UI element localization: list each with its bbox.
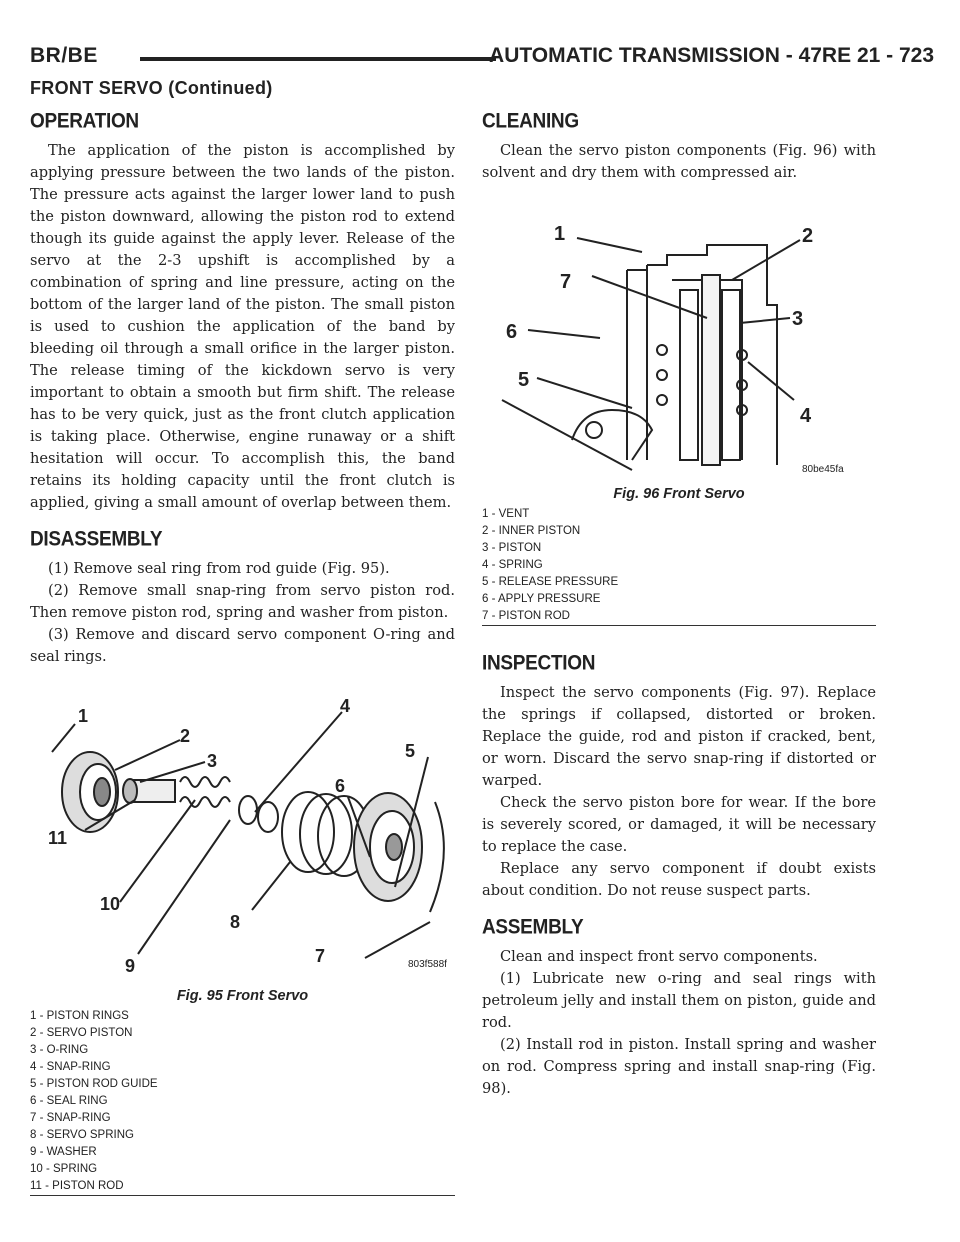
continued-heading: FRONT SERVO (Continued) xyxy=(30,78,273,98)
assembly-paragraph: (1) Lubricate new o-ring and seal rings with petroleum jelly and install them on piston, guide and rod. xyxy=(482,970,876,1031)
operation-section xyxy=(30,110,455,514)
inspection-section xyxy=(482,652,876,902)
fig96-callout-5: 5 xyxy=(518,369,530,391)
disassembly-heading: DISASSEMBLY xyxy=(30,528,163,552)
fig95-callout-3: 3 xyxy=(207,751,218,771)
legend-item: 9 - WASHER xyxy=(30,1146,97,1158)
assembly-paragraph: Clean and inspect front servo components. xyxy=(500,948,818,965)
legend-item: 6 - APPLY PRESSURE xyxy=(482,593,601,605)
fig95-callout-11: 11 xyxy=(48,828,68,848)
fig95-code: 803f588f xyxy=(408,959,447,970)
fig96-callout-2: 2 xyxy=(802,225,814,247)
left-column xyxy=(30,110,455,1208)
legend-item: 6 - SEAL RING xyxy=(30,1095,108,1107)
legend-item: 7 - SNAP-RING xyxy=(30,1112,111,1124)
page-header xyxy=(30,44,934,74)
fig95-caption: Fig. 95 Front Servo xyxy=(176,988,309,1004)
fig95-legend xyxy=(30,1008,455,1196)
cleaning-section xyxy=(482,110,876,184)
fig96-callout-1: 1 xyxy=(554,223,566,245)
legend-item: 3 - PISTON xyxy=(482,542,542,554)
fig96-callout-7: 7 xyxy=(560,271,572,293)
fig95-diagram xyxy=(30,682,455,982)
fig95-callout-10: 10 xyxy=(100,894,121,914)
disassembly-step: (3) Remove and discard servo component O-ring and seal rings. xyxy=(30,626,455,665)
cleaning-heading: CLEANING xyxy=(482,110,579,134)
fig95-callout-7: 7 xyxy=(315,946,326,966)
figure-95 xyxy=(30,682,455,1196)
right-column xyxy=(482,110,876,1114)
assembly-heading: ASSEMBLY xyxy=(482,916,584,940)
fig95-callout-1: 1 xyxy=(78,706,89,726)
fig96-callout-4: 4 xyxy=(800,405,812,427)
fig96-callout-6: 6 xyxy=(506,321,518,343)
legend-item: 2 - INNER PISTON xyxy=(482,525,581,537)
legend-item: 5 - PISTON ROD GUIDE xyxy=(30,1078,158,1090)
fig95-callout-8: 8 xyxy=(230,912,241,932)
legend-item: 2 - SERVO PISTON xyxy=(30,1027,133,1039)
disassembly-step: (2) Remove small snap-ring from servo piston rod. Then remove piston rod, spring and washer from piston. xyxy=(30,582,455,621)
inspection-paragraph: Check the servo piston bore for wear. If the bore is severely scored, or damaged, it will be necessary to replace the case. xyxy=(482,794,876,855)
fig95-callout-9: 9 xyxy=(125,956,136,976)
fig96-code: 80be45fa xyxy=(802,464,844,475)
fig95-callout-5: 5 xyxy=(405,741,416,761)
disassembly-step: (1) Remove seal ring from rod guide (Fig. 95). xyxy=(48,560,390,577)
legend-item: 11 - PISTON ROD xyxy=(30,1180,124,1192)
cleaning-text: Clean the servo piston components (Fig. 96) with solvent and dry them with compressed air. xyxy=(482,142,876,181)
figure-96 xyxy=(482,190,876,626)
assembly-section xyxy=(482,916,876,1100)
header-model: BR/BE xyxy=(30,44,98,67)
fig95-callout-2: 2 xyxy=(180,726,191,746)
legend-item: 4 - SPRING xyxy=(482,559,543,571)
legend-item: 8 - SERVO SPRING xyxy=(30,1129,134,1141)
legend-item: 10 - SPRING xyxy=(30,1163,98,1175)
disassembly-section xyxy=(30,528,455,668)
inspection-paragraph: Inspect the servo components (Fig. 97). Replace the springs if collapsed, distorted or broken. Replace the guide, rod and piston if cracked, bent, or worn. Discard the servo snap-ring if distorted or warped. xyxy=(482,684,876,789)
legend-item: 5 - RELEASE PRESSURE xyxy=(482,576,619,588)
legend-item: 7 - PISTON ROD xyxy=(482,610,570,622)
header-rule xyxy=(140,57,496,61)
assembly-paragraph: (2) Install rod in piston. Install spring and washer on rod. Compress spring and install snap-ring (Fig. 98). xyxy=(482,1036,876,1097)
fig95-callout-6: 6 xyxy=(335,776,346,796)
legend-item: 4 - SNAP-RING xyxy=(30,1061,111,1073)
inspection-heading: INSPECTION xyxy=(482,652,596,676)
header-section-page: AUTOMATIC TRANSMISSION - 47RE 21 - 723 xyxy=(489,44,934,67)
fig96-callout-3: 3 xyxy=(792,308,804,330)
legend-item: 1 - VENT xyxy=(482,508,530,520)
operation-text: The application of the piston is accomplished by applying pressure between the two lands of the piston. The pressure acts against the larger lower land to push the piston downward, allowing the piston rod to extend though its guide against the apply lever. Release of the servo at the 2-3 upshift is accomplished by a combination of spring and line pressure, acting on the bottom of the larger land of the piston. The small piston is used to cushion the application of the band by bleeding oil through a small orifice in the larger piston. The release timing of the kickdown servo is very important to obtain a smooth but firm shift. The release has to be very quick, just as the front clutch application is taking place. Otherwise, engine runaway or a shift hesitation will occur. To accomplish this, the band retains its holding capacity until the front clutch is applied, giving a small amount of overlap between them. xyxy=(30,142,455,511)
legend-item: 1 - PISTON RINGS xyxy=(30,1010,129,1022)
legend-item: 3 - O-RING xyxy=(30,1044,89,1056)
fig95-callout-4: 4 xyxy=(340,696,351,716)
fig96-legend xyxy=(482,506,876,626)
fig96-caption: Fig. 96 Front Servo xyxy=(613,486,745,502)
fig96-diagram xyxy=(482,190,876,480)
inspection-paragraph: Replace any servo component if doubt exists about condition. Do not reuse suspect parts. xyxy=(482,860,876,899)
operation-heading: OPERATION xyxy=(30,110,139,134)
